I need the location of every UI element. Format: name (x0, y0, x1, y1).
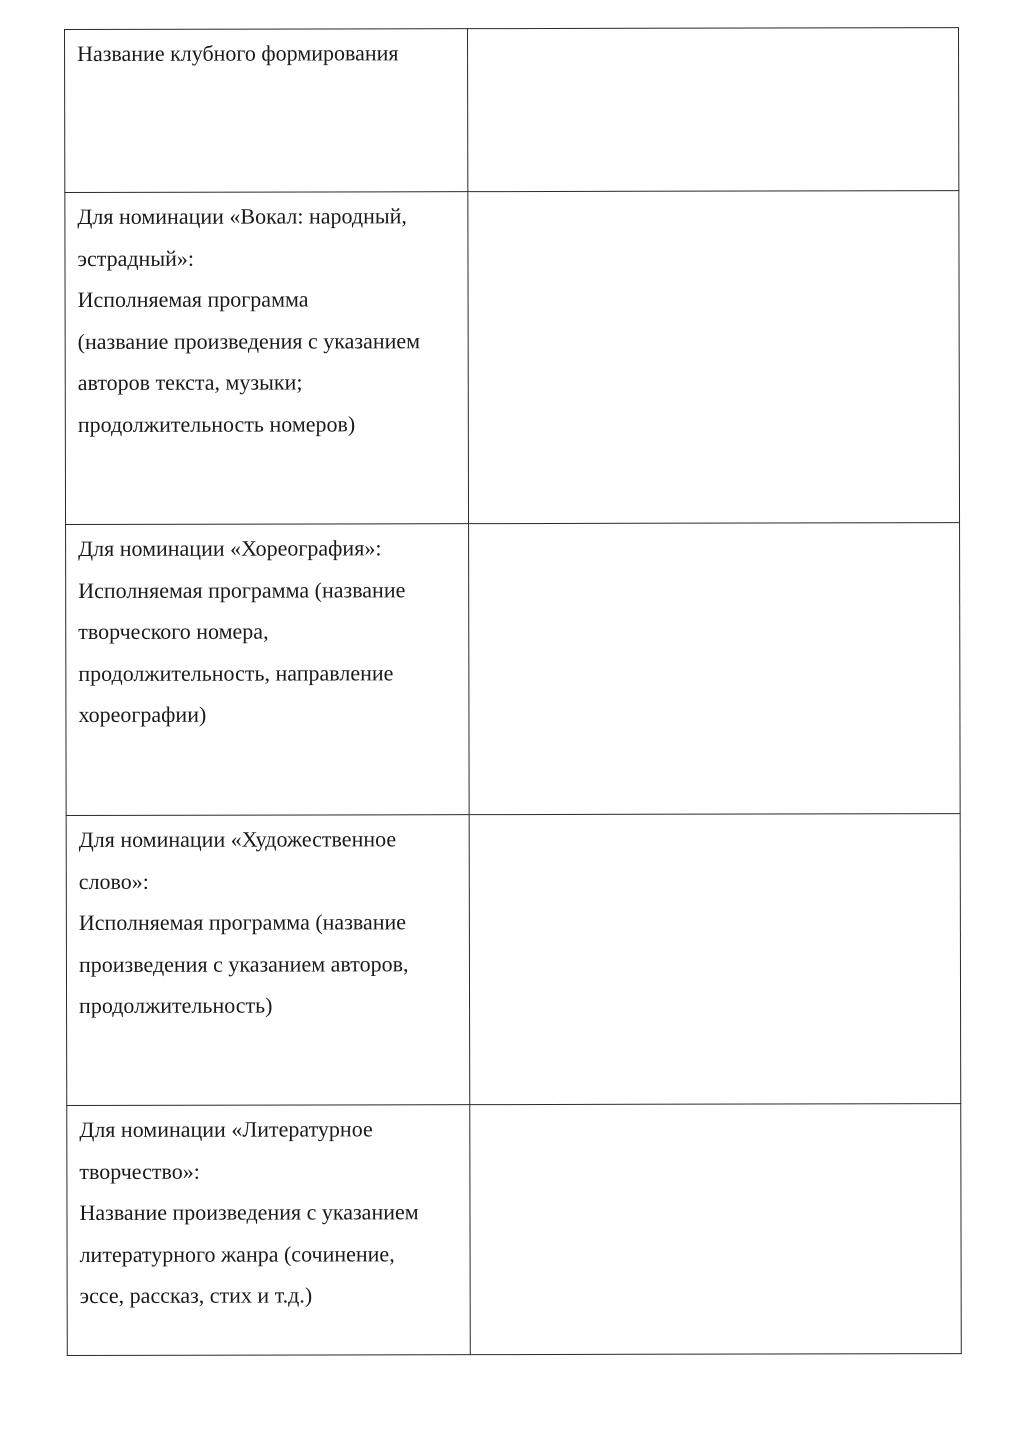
vocal-program-value-field[interactable] (468, 191, 960, 524)
club-name-value-field[interactable] (468, 28, 959, 192)
club-name-label: Название клубного формирования (77, 40, 399, 66)
table-row-club-name (65, 28, 959, 193)
application-form-table (64, 27, 962, 1356)
artistic-word-nomination-label: Для номинации «Художественное слово»: Исполняемая программа (название произведения с указанием авторов, продолжительность) (78, 826, 409, 1018)
table-row-choreography (66, 523, 961, 816)
label-cell (66, 815, 470, 1106)
label-cell (66, 524, 470, 816)
choreography-program-value-field[interactable] (469, 523, 961, 815)
label-cell (67, 1105, 471, 1356)
literary-creativity-nomination-label: Для номинации «Литературное творчество»: Название произведения с указанием литературного жанра (сочинение, эссе, рассказ, стих и т.д.) (79, 1116, 419, 1308)
table-row-artistic-word (66, 814, 961, 1106)
vocal-nomination-label: Для номинации «Вокал: народный, эстрадный»: Исполняемая программа (название произведения с указанием авторов текста, музыки; продолжительность номеров) (77, 203, 421, 437)
table-row-literary-creativity (67, 1104, 962, 1356)
choreography-nomination-label: Для номинации «Хореография»: Исполняемая программа (название творческого номера, продолжительность, направление хореографии) (78, 535, 406, 727)
label-cell (65, 192, 469, 525)
artistic-word-program-value-field[interactable] (469, 814, 961, 1105)
literary-work-value-field[interactable] (470, 1104, 962, 1355)
label-cell (65, 29, 468, 193)
table-row-vocal (65, 191, 960, 525)
